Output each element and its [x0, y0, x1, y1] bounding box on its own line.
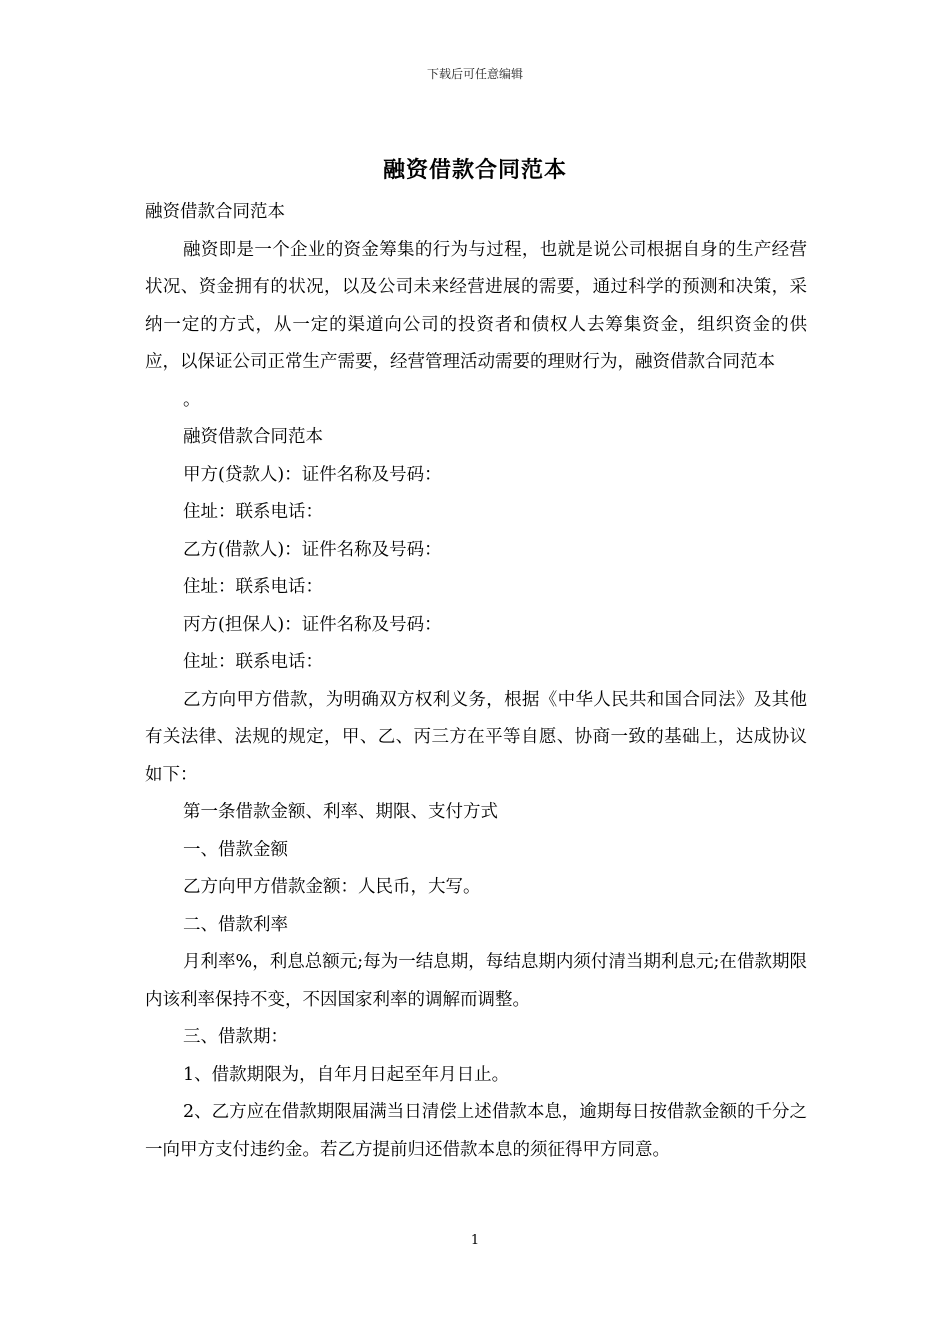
paragraph: 乙方向甲方借款金额：人民币，大写。	[183, 877, 481, 897]
paragraph: 住址：联系电话：	[183, 652, 323, 672]
paragraph: 住址：联系电话：	[183, 502, 323, 522]
paragraph: 融资借款合同范本	[183, 427, 323, 447]
paragraph: 2、乙方应在借款期限届满当日清偿上述借款本息，逾期每日按借款金额的千分之一向甲方支付违约金。若乙方提前归还借款本息的须征得甲方同意。	[145, 1102, 807, 1160]
page-number: 1	[470, 1233, 480, 1248]
paragraph: 住址：联系电话：	[183, 577, 323, 597]
paragraph: 二、借款利率	[183, 914, 288, 935]
document-body	[145, 194, 807, 1169]
paragraph: 融资即是一个企业的资金筹集的行为与过程，也就是说公司根据自身的生产经营状况、资金拥有的状况，以及公司未来经营进展的需要，通过科学的预测和决策，采纳一定的方式，从一定的渠道向公司的投资者和债权人去筹集资金，组织资金的供应，以保证公司正常生产需要，经营管理活动需要的理财行为，融资借款合同范本	[145, 239, 807, 372]
paragraph: 1、借款期限为，自年月日起至年月日止。	[183, 1064, 510, 1085]
paragraph: 甲方(贷款人)：证件名称及号码：	[183, 464, 442, 485]
paragraph: 三、借款期：	[183, 1027, 288, 1047]
paragraph: 乙方(借款人)：证件名称及号码：	[183, 539, 442, 560]
paragraph: 。	[183, 389, 201, 410]
paragraph: 月利率%，利息总额元;每为一结息期，每结息期内须付清当期利息元;在借款期限内该利率保持不变，不因国家利率的调解而调整。	[145, 952, 807, 1010]
paragraph: 丙方(担保人)：证件名称及号码：	[183, 614, 442, 635]
page-header-note: 下载后可任意编辑	[426, 67, 523, 81]
paragraph: 乙方向甲方借款，为明确双方权利义务，根据《中华人民共和国合同法》及其他有关法律、法规的规定，甲、乙、丙三方在平等自愿、协商一致的基础上，达成协议如下：	[145, 689, 807, 785]
document-title: 融资借款合同范本	[382, 157, 567, 183]
paragraph: 第一条借款金额、利率、期限、支付方式	[183, 802, 498, 822]
paragraph: 一、借款金额	[183, 839, 288, 860]
paragraph: 融资借款合同范本	[145, 202, 285, 222]
